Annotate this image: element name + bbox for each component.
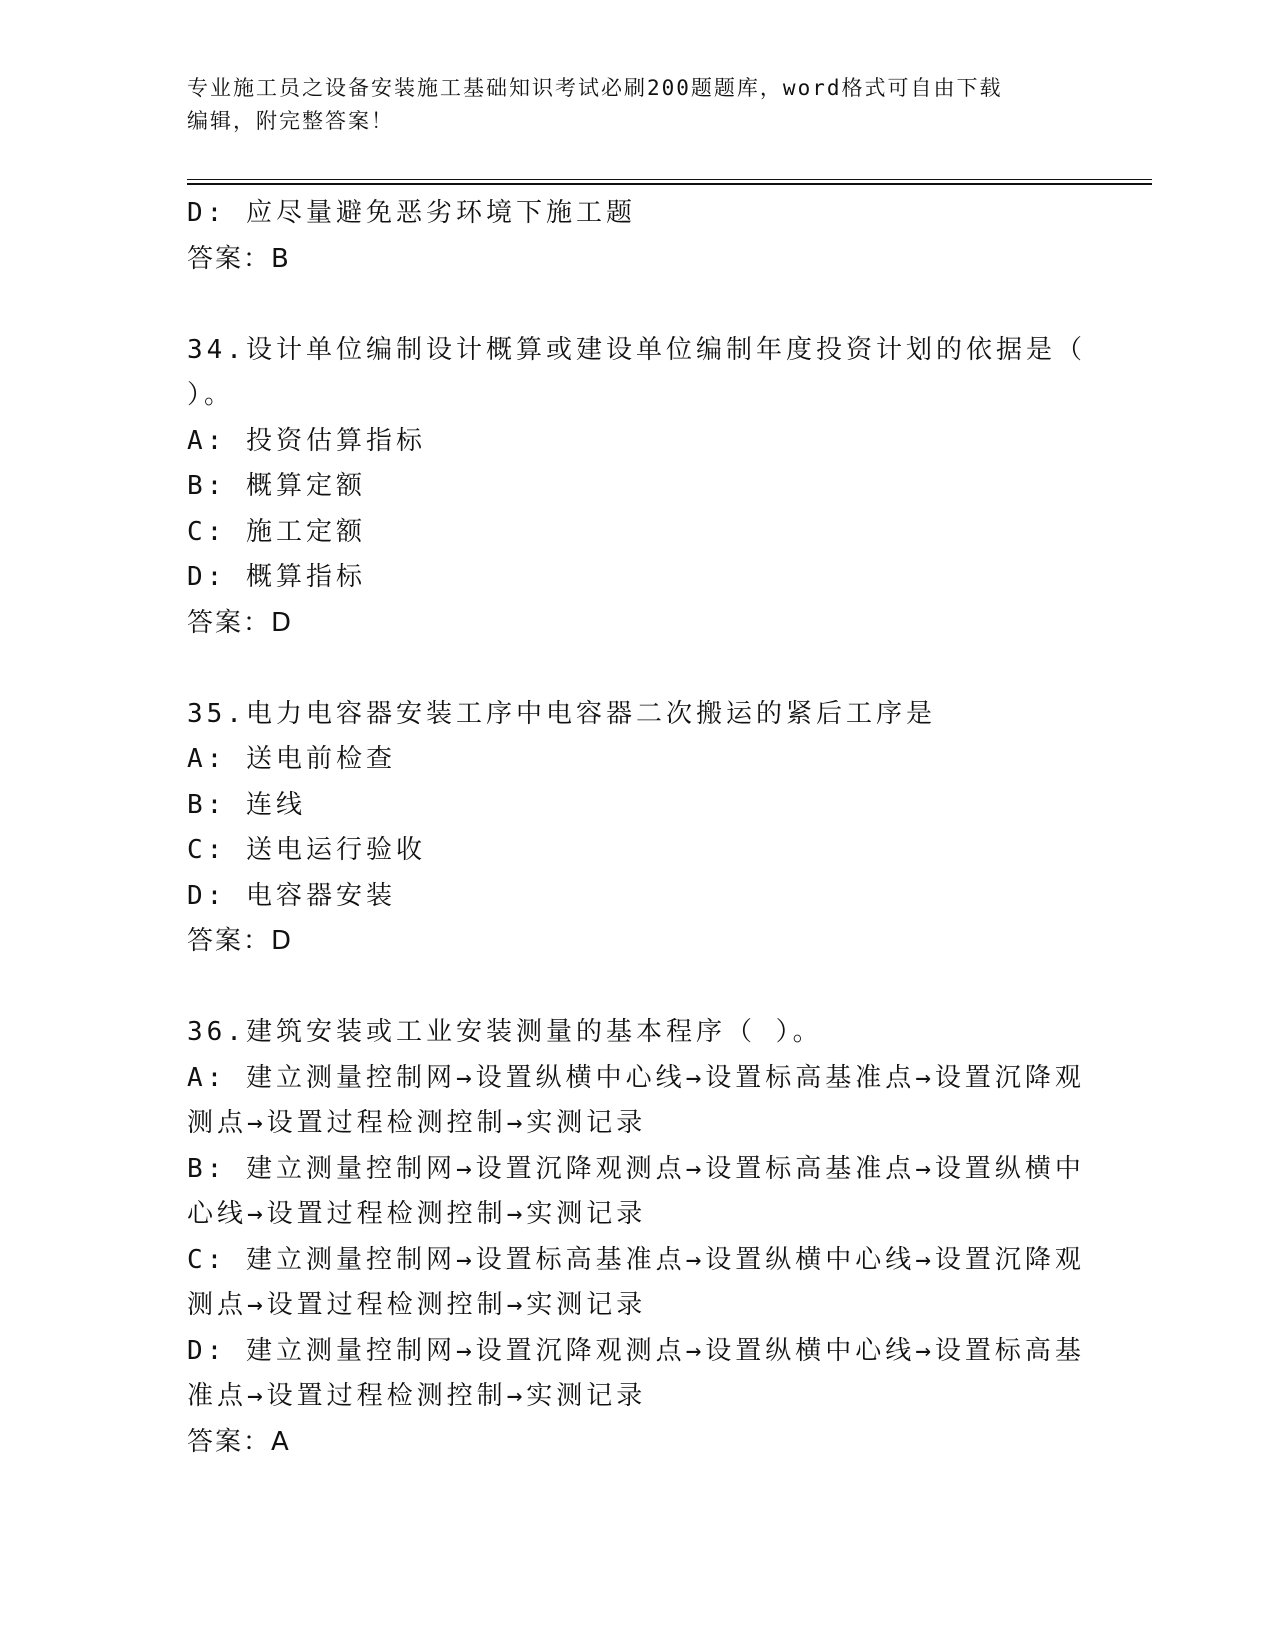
option-c: C: 送电运行验收 [187,835,426,865]
question-34 [187,328,1087,647]
option-c: C: 施工定额 [187,516,366,547]
question-gap [187,646,1087,692]
header-divider-thin [187,179,1152,180]
option-b: B: 概算定额 [187,471,366,501]
option-d: D: 应尽量避免恶劣环境下施工题 [187,198,636,228]
answer-line: 答案：D [187,607,294,638]
question-gap [187,965,1087,1011]
question-35 [187,692,1087,965]
option-d: D: 电容器安装 [187,880,396,911]
option-d: D: 建立测量控制网→设置沉降观测点→设置纵横中心线→设置标高基 [187,1335,1085,1366]
question-gap [187,282,1087,328]
document-header [187,72,1067,138]
header-title-line-2: 编辑，附完整答案！ [187,109,394,133]
question-stem: 36.建筑安装或工业安装测量的基本程序（ ）。 [187,1017,823,1047]
answer-line: 答案：B [187,243,291,274]
answer-line: 答案：A [187,1426,291,1457]
option-b-continued: 心线→设置过程检测控制→实测记录 [187,1199,647,1229]
option-a: A: 建立测量控制网→设置纵横中心线→设置标高基准点→设置沉降观 [187,1062,1085,1093]
header-title-line-1: 专业施工员之设备安装施工基础知识考试必刷200题题库，word格式可自由下载 [187,76,1003,100]
option-b: B: 建立测量控制网→设置沉降观测点→设置标高基准点→设置纵横中 [187,1153,1085,1184]
question-stem-continued: ）。 [187,380,235,410]
question-list [187,191,1087,1465]
option-a-continued: 测点→设置过程检测控制→实测记录 [187,1108,647,1138]
option-d: D: 概算指标 [187,562,366,592]
option-b: B: 连线 [187,789,306,820]
option-a: A: 投资估算指标 [187,425,426,456]
answer-line: 答案：D [187,926,294,956]
question-33-tail [187,191,1087,282]
question-stem: 34.设计单位编制设计概算或建设单位编制年度投资计划的依据是（ [187,334,1086,365]
header-divider-thick [187,183,1152,185]
option-d-continued: 准点→设置过程检测控制→实测记录 [187,1381,647,1411]
option-c: C: 建立测量控制网→设置标高基准点→设置纵横中心线→设置沉降观 [187,1244,1085,1275]
question-36 [187,1010,1087,1465]
option-a: A: 送电前检查 [187,744,396,774]
option-c-continued: 测点→设置过程检测控制→实测记录 [187,1290,647,1320]
question-stem: 35.电力电容器安装工序中电容器二次搬运的紧后工序是 [187,698,936,729]
